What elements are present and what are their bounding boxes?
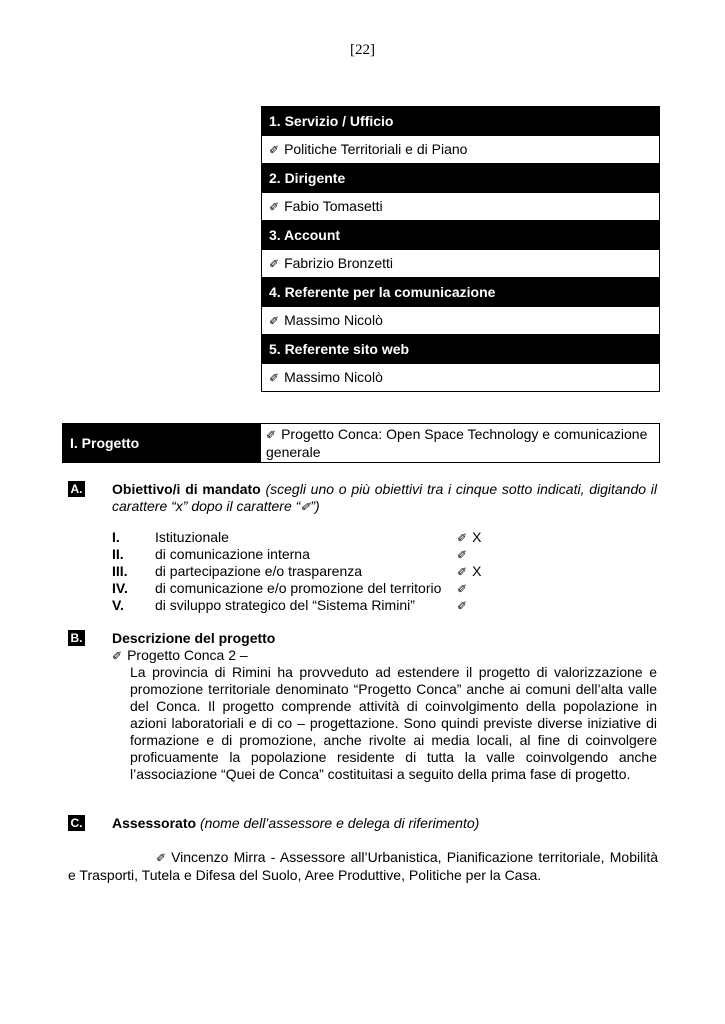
pencil-icon: ✐ — [269, 257, 280, 271]
pencil-icon: ✐ — [112, 649, 123, 663]
info-header-referente-web: 5. Referente sito web — [262, 335, 659, 364]
info-table — [261, 106, 660, 392]
section-c-note: (nome dell’assessore e delega di riferimento) — [199, 815, 480, 831]
info-header-account: 3. Account — [262, 221, 659, 250]
pencil-icon: ✐ — [300, 500, 311, 514]
pencil-icon: ✐ — [269, 371, 280, 385]
pencil-icon: ✐ — [266, 428, 277, 442]
section-b-subtitle: ✐ Progetto Conca 2 – — [112, 647, 248, 663]
section-c-body: ✐ Vincenzo Mirra - Assessore all’Urbanistica, Pianificazione territoriale, Mobilità e Trasporti, Tutela e Difesa del Suolo, Aree Produttive, Politiche per la Casa. — [68, 849, 658, 883]
info-header-servizio: 1. Servizio / Ufficio — [262, 107, 659, 136]
pencil-icon: ✐ — [457, 599, 468, 613]
progetto-label: I. Progetto — [63, 424, 261, 462]
section-b-body: La provincia di Rimini ha provveduto ad estendere il progetto di valorizzazione e promozione territoriale denominato “Progetto Conca” anche ai comuni dell’alta valle del Conca. Il progetto comprende attività di coinvolgimento della popolazione in azioni laboratoriali e di co – progettazione. Sono quindi previste diverse iniziative di formazione e di promozione, anche rivolte ai media locali, al fine di coinvolgere proficuamente la popolazione residente di tutta la valle coinvolgendo anche l’associazione “Quei de Conca” costituitasi a seguito della prima fase di progetto. — [130, 664, 657, 782]
section-a-marker: A. — [68, 481, 85, 497]
page-number: [22] — [350, 42, 375, 58]
pencil-icon: ✐ — [457, 531, 468, 545]
section-c-heading — [112, 815, 479, 832]
section-b-title: Descrizione del progetto — [112, 630, 276, 646]
pencil-icon: ✐ — [269, 143, 280, 157]
section-b-marker: B. — [68, 630, 85, 646]
pencil-icon: ✐ — [457, 582, 468, 596]
info-value-account: ✐ Fabrizio Bronzetti — [262, 250, 659, 278]
pencil-icon: ✐ — [269, 314, 280, 328]
info-value-dirigente: ✐ Fabio Tomasetti — [262, 193, 659, 221]
info-header-referente-comunicazione: 4. Referente per la comunicazione — [262, 278, 659, 307]
pencil-icon: ✐ — [269, 200, 280, 214]
section-a-heading — [112, 481, 657, 516]
info-value-referente-web: ✐ Massimo Nicolò — [262, 364, 659, 391]
section-a-title: Obiettivo/i di mandato — [112, 481, 261, 497]
objective-mark: X — [472, 529, 482, 545]
progetto-value: ✐ Progetto Conca: Open Space Technology e comunicazione generale — [266, 426, 648, 460]
objective-mark: X — [472, 563, 482, 579]
info-value-servizio: ✐ Politiche Territoriali e di Piano — [262, 136, 659, 164]
pencil-icon: ✐ — [156, 851, 167, 865]
section-a-note: (scegli uno o più obiettivi tra i cinque sotto indicati, digitando il carattere “x” dopo il carattere “✐”) — [112, 481, 658, 514]
pencil-icon: ✐ — [457, 565, 468, 579]
section-c-title: Assessorato — [112, 815, 197, 831]
progetto-row — [62, 423, 660, 463]
pencil-icon: ✐ — [457, 548, 468, 562]
section-c-marker: C. — [68, 815, 85, 831]
info-header-dirigente: 2. Dirigente — [262, 164, 659, 193]
info-value-referente-comunicazione: ✐ Massimo Nicolò — [262, 307, 659, 335]
